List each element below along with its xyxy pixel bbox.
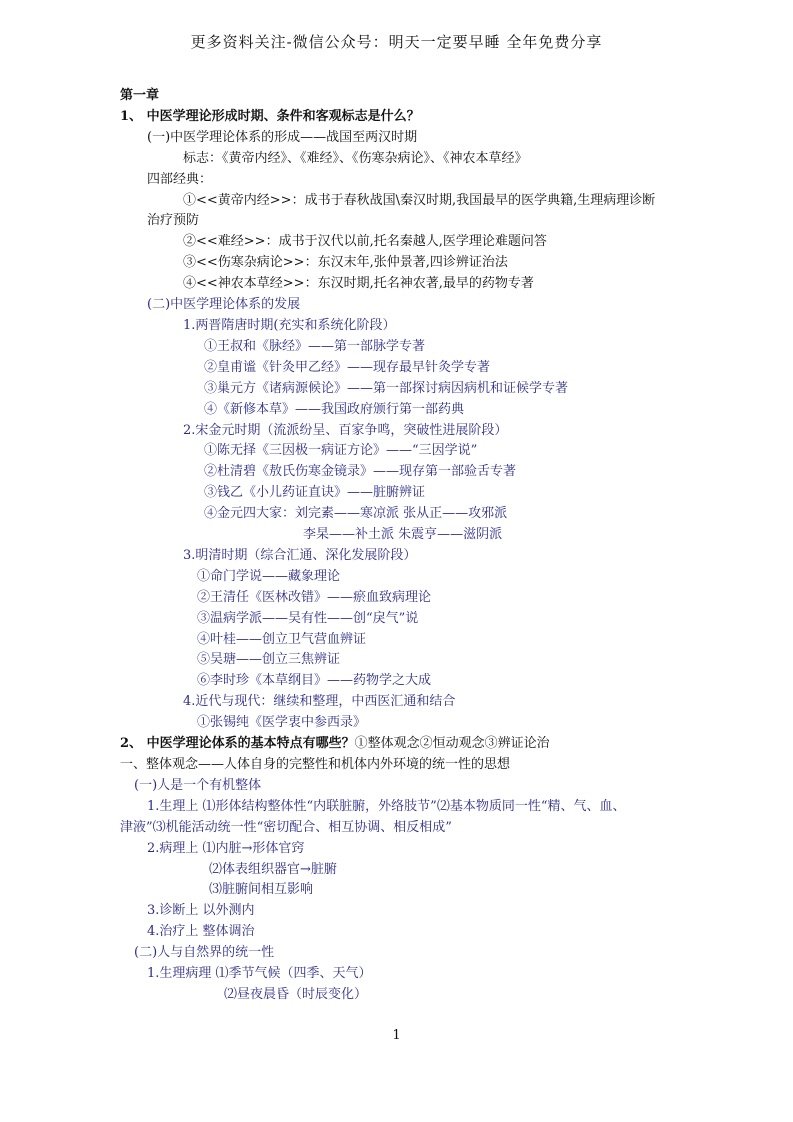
- text-line: 四部经典：: [147, 171, 213, 187]
- period-heading: 4.近代与现代：继续和整理，中西医汇通和结合: [183, 694, 456, 710]
- section-development: (二)中医学理论体系的发展: [147, 297, 301, 313]
- list-item: ③温病学派——吴有性——创“戾气”说: [197, 610, 419, 626]
- text-line: 4.治疗上 整体调治: [147, 924, 255, 940]
- question-1-heading: 1、 中医学理论形成时期、条件和客观标志是什么？: [120, 108, 420, 124]
- text-line: 2.病理上 ⑴内脏→形体官窍: [147, 840, 305, 856]
- text-line: ⑶脏腑间相互影响: [209, 882, 314, 898]
- list-item: ①王叔和《脉经》——第一部脉学专著: [204, 338, 426, 354]
- text-line: 1.生理上 ⑴形体结构整体性“内联脏腑，外络肢节”⑵基本物质同一性“精、气、血、: [147, 798, 626, 814]
- list-item: ⑥李时珍《本草纲目》——药物学之大成: [197, 673, 432, 689]
- question-2-line: [120, 734, 740, 755]
- text-line: ②<<难经>>：成书于汉代以前,托名秦越人,医学理论难题问答: [183, 234, 547, 250]
- list-item: ①陈无择《三因极一病证方论》——“三因学说”: [204, 443, 478, 459]
- concept-heading: 一、整体观念——人体自身的完整性和机体内外环境的统一性的思想: [120, 757, 511, 772]
- text-line: 治疗预防: [147, 213, 200, 229]
- list-item: ③巢元方《诸病源候论》——第一部探讨病因病机和证候学专著: [204, 380, 569, 396]
- text-line: 标志：《黄帝内经》、《难经》、《伤寒杂病论》、《神农本草经》: [183, 150, 528, 166]
- list-item: ⑤吴瑭——创立三焦辨证: [197, 652, 341, 668]
- list-item: 李杲——补土派 朱震亨——滋阴派: [303, 527, 503, 543]
- text-line: ④<<神农本草经>>：东汉时期,托名神农著,最早的药物专著: [183, 276, 534, 292]
- chapter-title: 第一章: [120, 88, 160, 103]
- text-line: ⑵体表组织器官→脏腑: [209, 861, 337, 877]
- page-header: 更多资料关注-微信公众号：明天一定要早睡 全年免费分享: [190, 33, 603, 51]
- text-line: 津液”⑶机能活动统一性“密切配合、相互协调、相反相成”: [120, 819, 452, 835]
- question-2-answer: ①整体观念②恒动观念③辨证论治: [354, 736, 550, 752]
- document-body: [120, 86, 740, 1006]
- sub-heading: (一)人是一个有机整体: [134, 777, 262, 793]
- section-formation: (一)中医学理论体系的形成——战国至两汉时期: [147, 129, 418, 145]
- text-line: ③<<伤寒杂病论>>：东汉末年,张仲景著,四诊辨证治法: [183, 255, 508, 271]
- list-item: ②杜清碧《敖氏伤寒金镜录》——现存第一部验舌专著: [204, 464, 517, 480]
- list-item: ②皇甫谧《针灸甲乙经》——现存最早针灸学专著: [204, 359, 491, 375]
- sub-heading: (二)人与自然界的统一性: [134, 945, 275, 961]
- question-2-heading: 2、 中医学理论体系的基本特点有哪些？: [120, 736, 355, 752]
- list-item: ③钱乙《小儿药证直诀》——脏腑辨证: [204, 485, 426, 501]
- period-heading: 2.宋金元时期（流派纷呈、百家争鸣，突破性进展阶段）: [183, 422, 508, 438]
- period-heading: 3.明清时期（综合汇通、深化发展阶段）: [183, 547, 417, 563]
- list-item: ①命门学说——藏象理论: [197, 568, 341, 584]
- list-item: ④《新修本草》——我国政府颁行第一部药典: [204, 401, 465, 417]
- list-item: ④金元四大家：刘完素——寒凉派 张从正——攻邪派: [204, 506, 508, 522]
- page-number: 1: [392, 1028, 401, 1043]
- list-item: ④叶桂——创立卫气营血辨证: [197, 631, 367, 647]
- list-item: ①张锡纯《医学衷中参西录》: [197, 715, 367, 731]
- text-line: ⑵昼夜晨昏（时辰变化）: [224, 986, 368, 1002]
- text-line: ①<<黄帝内经>>：成书于春秋战国\秦汉时期,我国最早的医学典籍,生理病理诊断: [183, 192, 656, 208]
- text-line: 3.诊断上 以外测内: [147, 903, 255, 919]
- text-line: 1.生理病理 ⑴季节气候（四季、天气）: [147, 966, 372, 982]
- list-item: ②王清任《医林改错》——瘀血致病理论: [197, 589, 432, 605]
- period-heading: 1.两晋隋唐时期(充实和系统化阶段）: [183, 317, 396, 333]
